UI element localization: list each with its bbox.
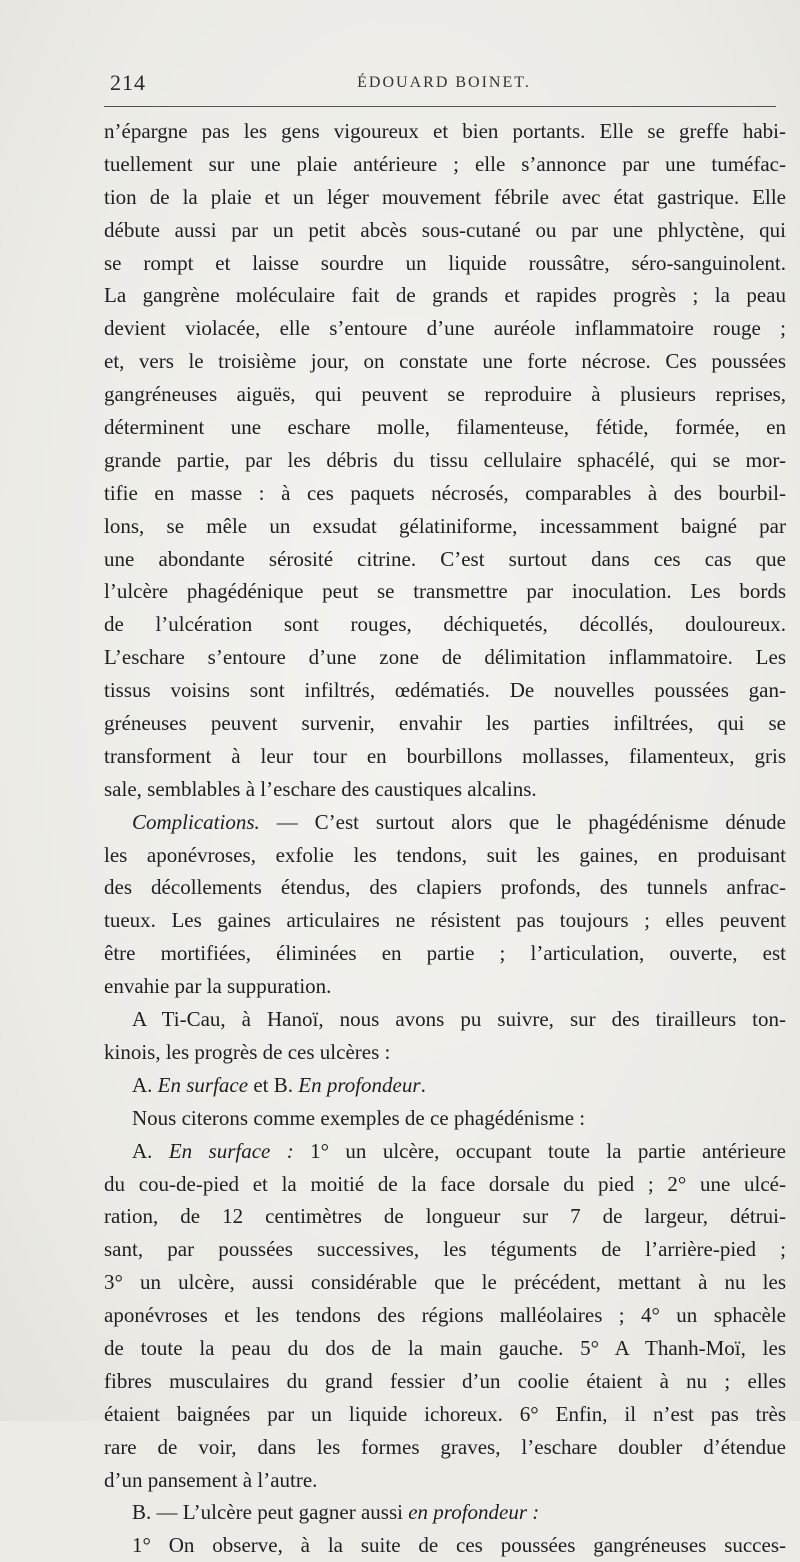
italic-span: En profondeur [298, 1072, 421, 1097]
text-line: l’ulcère phagédénique peut se transmettre par inoculation. Les bords [104, 579, 786, 604]
text-line: les aponévroses, exfolie les tendons, suit les gaines, en produisant [104, 842, 786, 867]
text-line: des décollements étendus, des clapiers profonds, des tunnels anfrac- [104, 875, 786, 900]
text-line: devient violacée, elle s’entoure d’une auréole inflammatoire rouge ; [104, 316, 786, 341]
text-line: A Ti-Cau, à Hanoï, nous avons pu suivre, sur des tirailleurs ton- [132, 1007, 786, 1032]
italic-span: en profondeur : [408, 1500, 540, 1525]
text-line: fibres musculaires du grand fessier d’un coolie étaient à nu ; elles [104, 1368, 786, 1393]
text-line [104, 806, 786, 839]
text-span: A. [132, 1138, 169, 1163]
text-line: tifie en masse : à ces paquets nécrosés, comparables à des bourbil- [104, 480, 786, 505]
text-line: 3° un ulcère, aussi considérable que le précédent, mettant à nu les [104, 1270, 786, 1295]
text-line: étaient baignées par un liquide ichoreux. 6° Enfin, il n’est pas très [104, 1401, 786, 1426]
text-line: La gangrène moléculaire fait de grands et rapides progrès ; la peau [104, 283, 786, 308]
text-line: envahie par la suppuration. [104, 974, 332, 999]
text-line: lons, se mêle un exsudat gélatiniforme, incessamment baigné par [104, 513, 786, 538]
italic-span: En surface [157, 1072, 249, 1097]
running-head: ÉDOUARD BOINET. [357, 74, 531, 91]
page-header [104, 66, 784, 96]
text-line: transforment à leur tour en bourbillons mollasses, filamenteux, gris [104, 743, 786, 768]
text-span: A. [132, 1072, 158, 1097]
text-line: et, vers le troisième jour, on constate une forte nécrose. Ces poussées [104, 349, 786, 374]
text-line: du cou-de-pied et la moitié de la face dorsale du pied ; 2° une ulcé- [104, 1171, 786, 1196]
header-rule [104, 106, 776, 107]
text-line: sant, par poussées successives, les téguments de l’arrière-pied ; [104, 1237, 786, 1262]
text-line: n’épargne pas les gens vigoureux et bien portants. Elle se greffe habi- [104, 119, 786, 143]
text-line: ration, de 12 centimètres de longueur sur 7 de largeur, détrui- [104, 1204, 786, 1229]
text-span: . [420, 1072, 426, 1097]
text-line: gangréneuses aiguës, qui peuvent se reproduire à plusieurs reprises, [104, 382, 786, 407]
text-line: une abondante sérosité citrine. C’est surtout dans ces cas que [104, 546, 786, 571]
text-line: grande partie, par les débris du tissu cellulaire sphacélé, qui se mor- [104, 447, 786, 472]
text-span: 1° un ulcère, occupant toute la partie antérieure [293, 1138, 786, 1163]
text-line: déterminent une eschare molle, filamenteuse, fétide, formée, en [104, 415, 786, 440]
text-line: débute aussi par un petit abcès sous-cutané ou par une phlyctène, qui [104, 217, 786, 242]
text-line: Nous citerons comme exemples de ce phagédénisme : [132, 1105, 586, 1130]
body-text [104, 115, 786, 1562]
page-number: 214 [110, 70, 146, 95]
text-line: 1° On observe, à la suite de ces poussées gangréneuses succes- [132, 1533, 786, 1558]
text-span: et B. [248, 1072, 299, 1097]
text-line [104, 1135, 786, 1168]
italic-span: En surface : [168, 1138, 294, 1163]
text-line: tion de la plaie et un léger mouvement fébrile avec état gastrique. Elle [104, 184, 786, 209]
text-span: — C’est surtout alors que le phagédénisme dénude [259, 809, 786, 834]
section-heading: Complications. [132, 809, 260, 834]
text-line: L’eschare s’entoure d’une zone de délimitation inflammatoire. Les [104, 645, 786, 670]
text-line: tissus voisins sont infiltrés, œdématiés. De nouvelles poussées gan- [104, 678, 786, 703]
text-line: d’un pansement à l’autre. [104, 1467, 318, 1492]
text-line: rare de voir, dans les formes graves, l’eschare doubler d’étendue [104, 1434, 786, 1459]
text-line: gréneuses peuvent survenir, envahir les parties infiltrées, qui se [104, 711, 786, 736]
text-line: kinois, les progrès de ces ulcères : [104, 1039, 391, 1064]
text-line: de toute la peau du dos de la main gauche. 5° A Thanh-Moï, les [104, 1335, 786, 1360]
text-line: se rompt et laisse sourdre un liquide roussâtre, séro-sanguinolent. [104, 250, 786, 275]
text-line [104, 1069, 786, 1102]
text-line: tuellement sur une plaie antérieure ; elle s’annonce par une tuméfac- [104, 151, 786, 176]
text-line: tueux. Les gaines articulaires ne résistent pas toujours ; elles peuvent [104, 908, 786, 933]
text-span: B. — L’ulcère peut gagner aussi [132, 1500, 409, 1525]
text-line: être mortifiées, éliminées en partie ; l’articulation, ouverte, est [104, 941, 786, 966]
text-line [104, 1496, 786, 1529]
text-line: de l’ulcération sont rouges, déchiquetés, décollés, douloureux. [104, 612, 786, 637]
text-line: aponévroses et les tendons des régions malléolaires ; 4° un sphacèle [104, 1303, 786, 1328]
text-line: sale, semblables à l’eschare des caustiques alcalins. [104, 776, 537, 801]
